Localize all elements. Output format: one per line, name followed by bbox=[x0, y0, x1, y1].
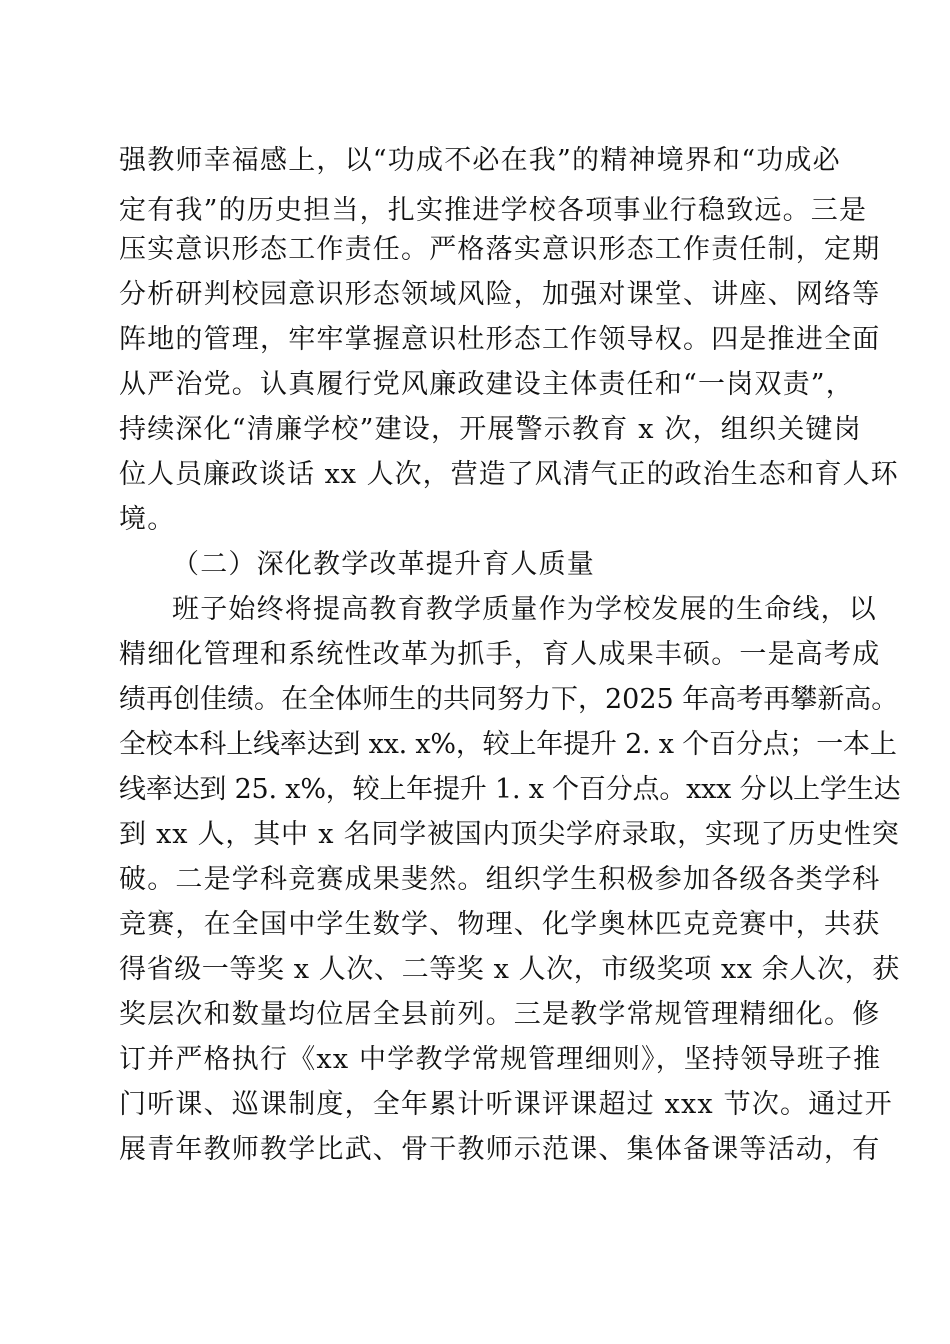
paragraph-line: 持续深化“清廉学校”建设，开展警示教育 x 次，组织关键岗 bbox=[119, 414, 862, 445]
paragraph-line: 位人员廉政谈话 xx 人次，营造了风清气正的政治生态和育人环 bbox=[119, 459, 899, 490]
paragraph-line: 破。二是学科竞赛成果斐然。组织学生积极参加各级各类学科 bbox=[119, 864, 881, 895]
section-heading: （二）深化教学改革提升育人质量 bbox=[172, 549, 595, 580]
paragraph-line: 绩再创佳绩。在全体师生的共同努力下，2025 年高考再攀新高。 bbox=[119, 684, 899, 715]
paragraph-line: 全校本科上线率达到 xx. x%，较上年提升 2. x 个百分点；一本上 bbox=[119, 729, 897, 760]
paragraph-line: 得省级一等奖 x 人次、二等奖 x 人次，市级奖项 xx 余人次，获 bbox=[119, 954, 900, 985]
paragraph-line: 精细化管理和系统性改革为抓手，育人成果丰硕。一是高考成 bbox=[119, 639, 881, 670]
paragraph-line: 奖层次和数量均位居全县前列。三是教学常规管理精细化。修 bbox=[119, 999, 881, 1030]
paragraph-line: 分析研判校园意识形态领域风险，加强对课堂、讲座、网络等 bbox=[119, 279, 881, 310]
paragraph-line: 从严治党。认真履行党风廉政建设主体责任和“一岗双责”， bbox=[119, 369, 855, 400]
paragraph-line: 班子始终将提高教育教学质量作为学校发展的生命线，以 bbox=[172, 594, 877, 625]
paragraph-line: 线率达到 25. x%，较上年提升 1. x 个百分点。xxx 分以上学生达 bbox=[119, 774, 901, 805]
paragraph-line: 门听课、巡课制度，全年累计听课评课超过 xxx 节次。通过开 bbox=[119, 1089, 893, 1120]
paragraph-line: 订并严格执行《xx 中学教学常规管理细则》，坚持领导班子推 bbox=[119, 1044, 882, 1075]
paragraph-line: 强教师幸福感上，以“功成不必在我”的精神境界和“功成必 bbox=[119, 145, 841, 176]
paragraph-line: 压实意识形态工作责任。严格落实意识形态工作责任制，定期 bbox=[119, 234, 881, 265]
paragraph-line: 阵地的管理，牢牢掌握意识杜形态工作领导权。四是推进全面 bbox=[119, 324, 881, 355]
paragraph-line: 定有我”的历史担当，扎实推进学校各项事业行稳致远。三是 bbox=[119, 195, 868, 226]
paragraph-line: 竞赛，在全国中学生数学、物理、化学奥林匹克竞赛中，共获 bbox=[119, 909, 881, 940]
paragraph-line: 境。 bbox=[119, 504, 176, 535]
paragraph-line: 展青年教师教学比武、骨干教师示范课、集体备课等活动，有 bbox=[119, 1134, 881, 1165]
paragraph-line: 到 xx 人，其中 x 名同学被国内顶尖学府录取，实现了历史性突 bbox=[119, 819, 900, 850]
